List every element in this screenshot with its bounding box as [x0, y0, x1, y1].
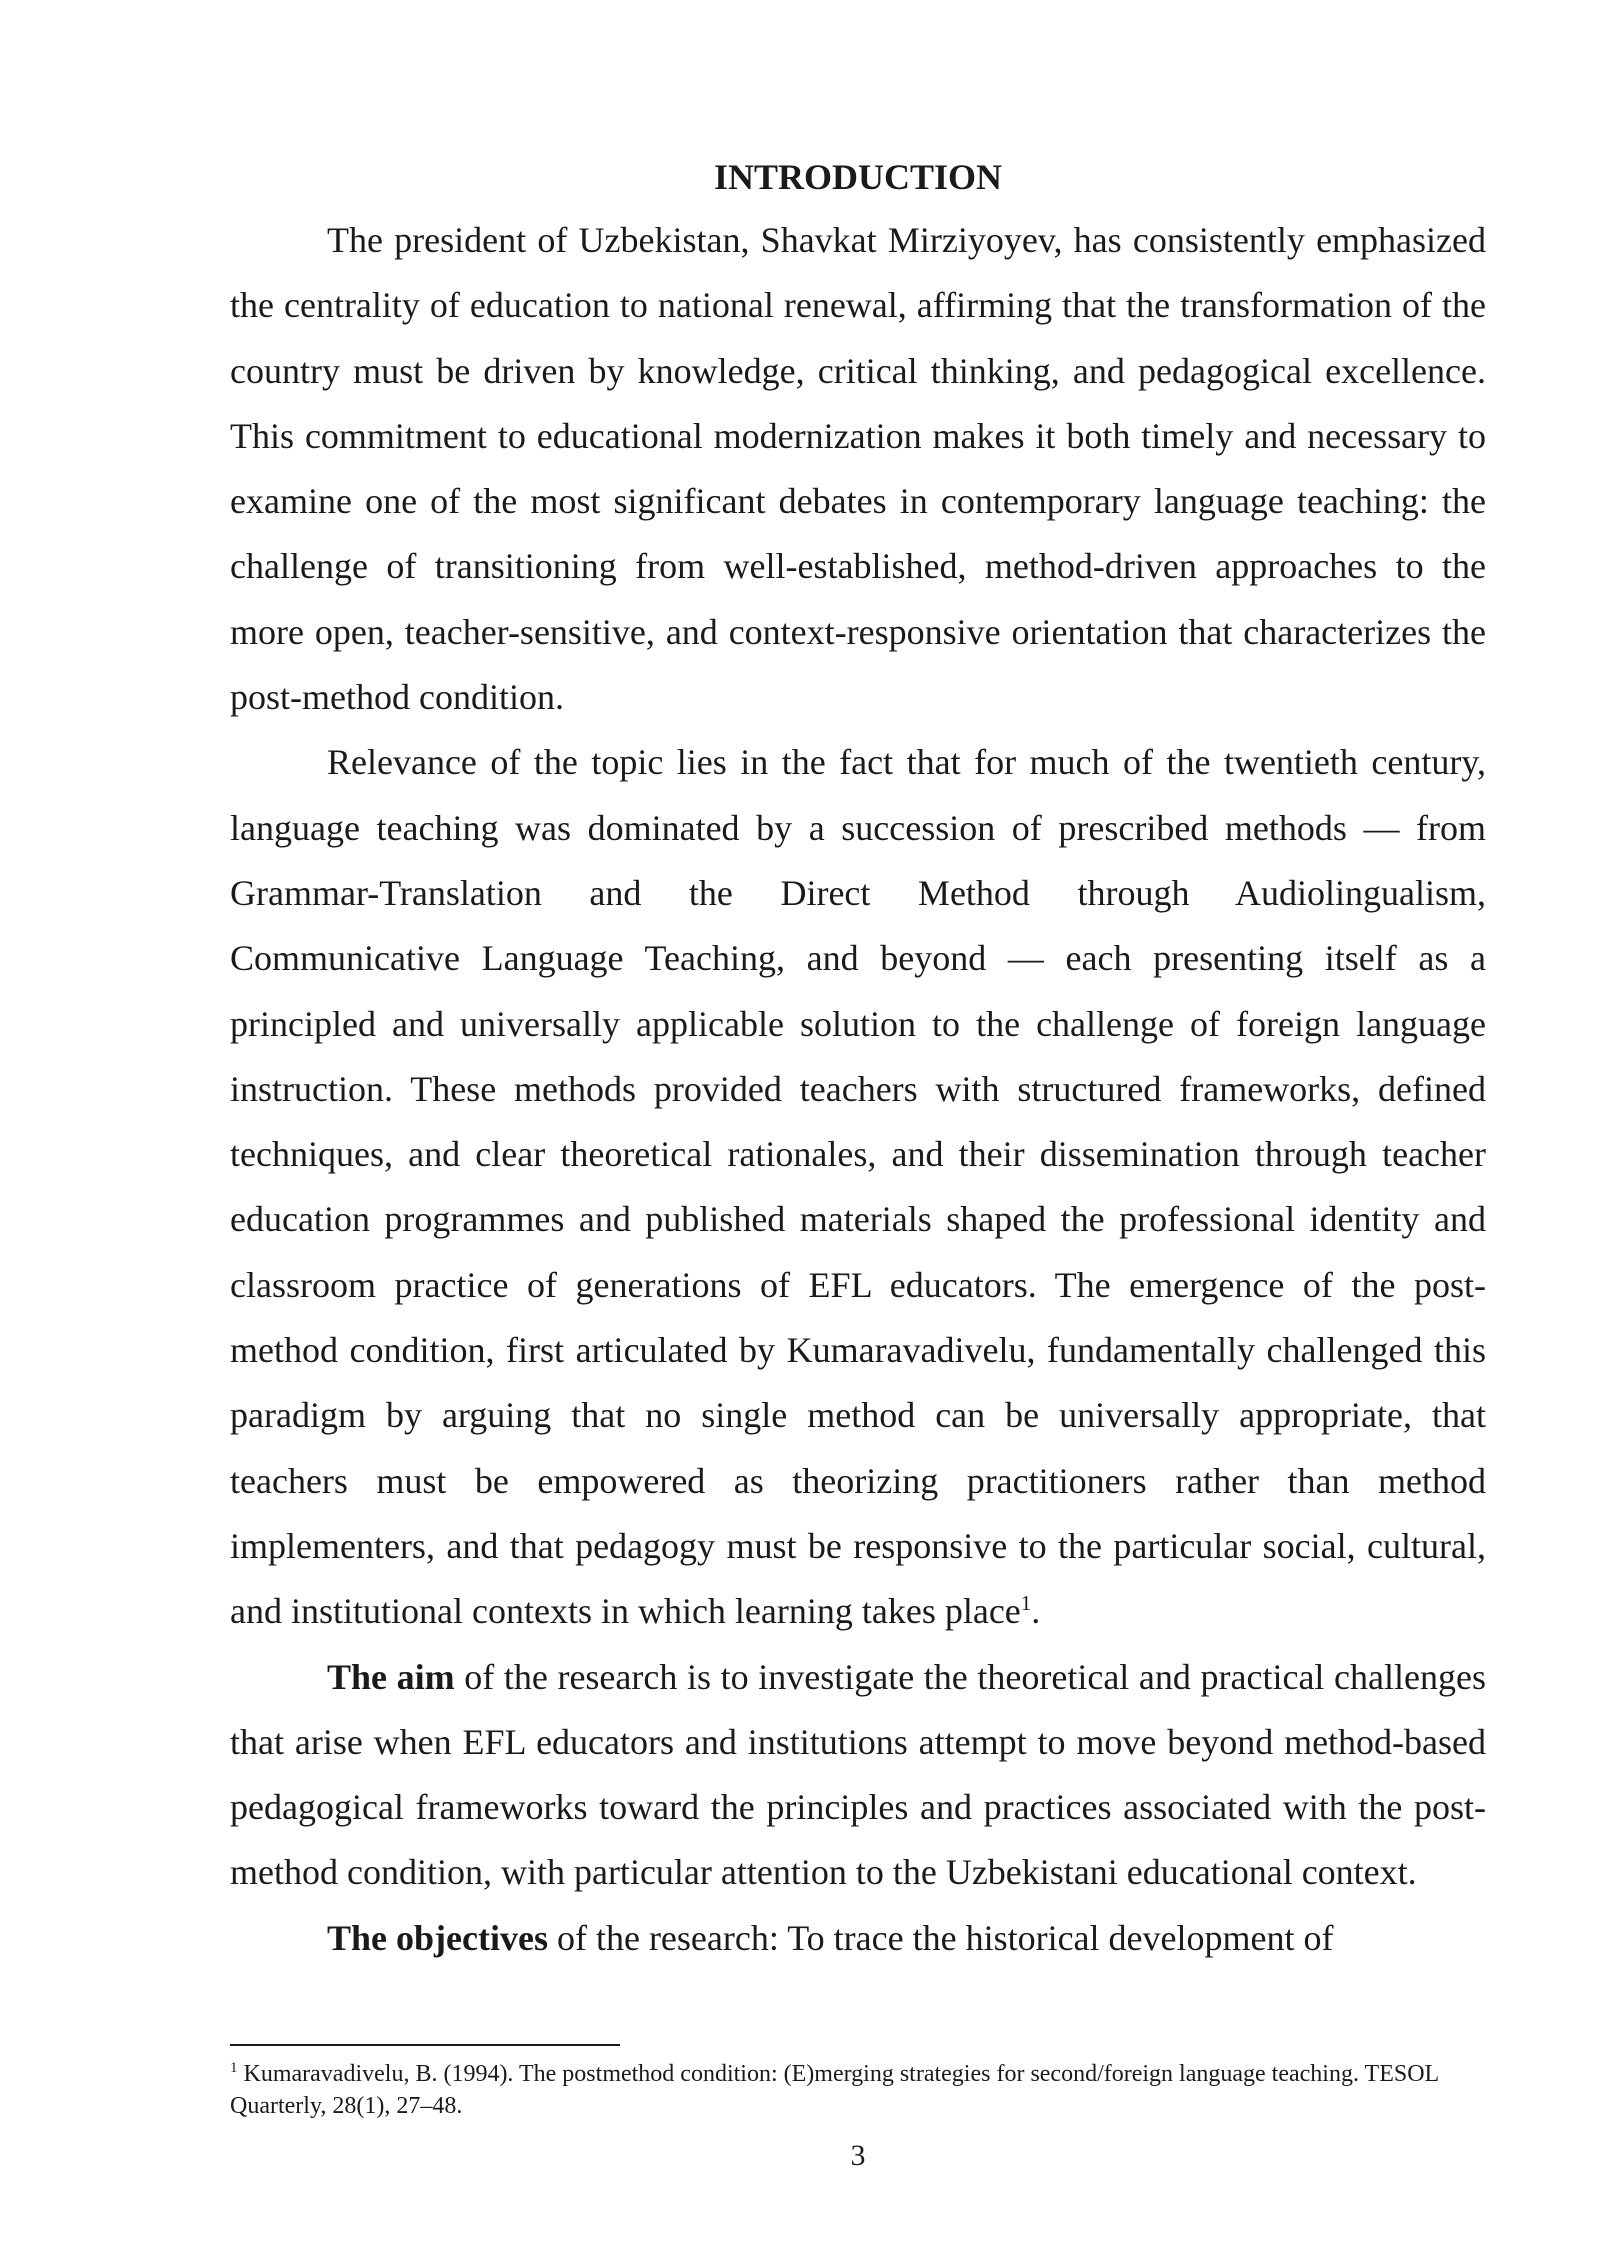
paragraph-intro	[230, 208, 1486, 730]
paragraph-aim	[230, 1645, 1486, 1906]
body-text	[230, 208, 1486, 1971]
paragraph-objectives-text: of the research: To trace the historical development of	[547, 1917, 1334, 1958]
paragraph-objectives	[230, 1906, 1486, 1971]
paragraph-relevance-text: Relevance of the topic lies in the fact that for much of the twentieth century, language teaching was dominated by a succession of prescribed methods — from Grammar-Translation and the Direct Method through Audiolingualism, Communicative Language Teaching, and beyond — each presenting itself as a principled and universally applicable solution to the challenge of foreign language instruction. These methods provided teachers with structured frameworks, defined techniques, and clear theoretical rationales, and their dissemination through teacher education programmes and published materials shaped the professional identity and classroom practice of generations of EFL educators. The emergence of the post-method condition, first articulated by Kumaravadivelu, fundamentally challenged this paradigm by arguing that no single method can be universally appropriate, that teachers must be empowered as theorizing practitioners rather than method implementers, and that pedagogy must be responsive to the particular social, cultural, and institutional contexts in which learning takes place	[230, 742, 1486, 1632]
aim-heading: The aim	[327, 1656, 455, 1697]
paragraph-aim-text: of the research is to investigate the theoretical and practical challenges that arise when EFL educators and institutions attempt to move beyond method-based pedagogical frameworks toward the principles and practices associated with the post-method condition, with particular attention to the Uzbekistani educational context.	[230, 1656, 1486, 1893]
paragraph-relevance	[230, 730, 1486, 1644]
page-number: 3	[850, 2139, 866, 2172]
paragraph-intro-text: The president of Uzbekistan, Shavkat Mirziyoyev, has consistently emphasized the centrality of education to national renewal, affirming that the transformation of the country must be driven by knowledge, critical thinking, and pedagogical excellence. This commitment to educational modernization makes it both timely and necessary to examine one of the most significant debates in contemporary language teaching: the challenge of transitioning from well-established, method-driven approaches to the more open, teacher-sensitive, and context-responsive orientation that characterizes the post-method condition.	[230, 220, 1486, 718]
footnote-text: Kumaravadivelu, B. (1994). The postmethod condition: (E)merging strategies for second/foreign language teaching. TESOL Quarterly, 28(1), 27–48.	[230, 2061, 1439, 2119]
footnote-reference[interactable]: 1	[1020, 1591, 1032, 1616]
footnote	[230, 2058, 1486, 2122]
paragraph-relevance-end: .	[1031, 1591, 1041, 1632]
page-title: INTRODUCTION	[713, 157, 1003, 197]
footnote-mark: 1	[230, 2060, 238, 2076]
objectives-heading: The objectives	[327, 1917, 548, 1958]
footnote-separator	[230, 2044, 620, 2046]
